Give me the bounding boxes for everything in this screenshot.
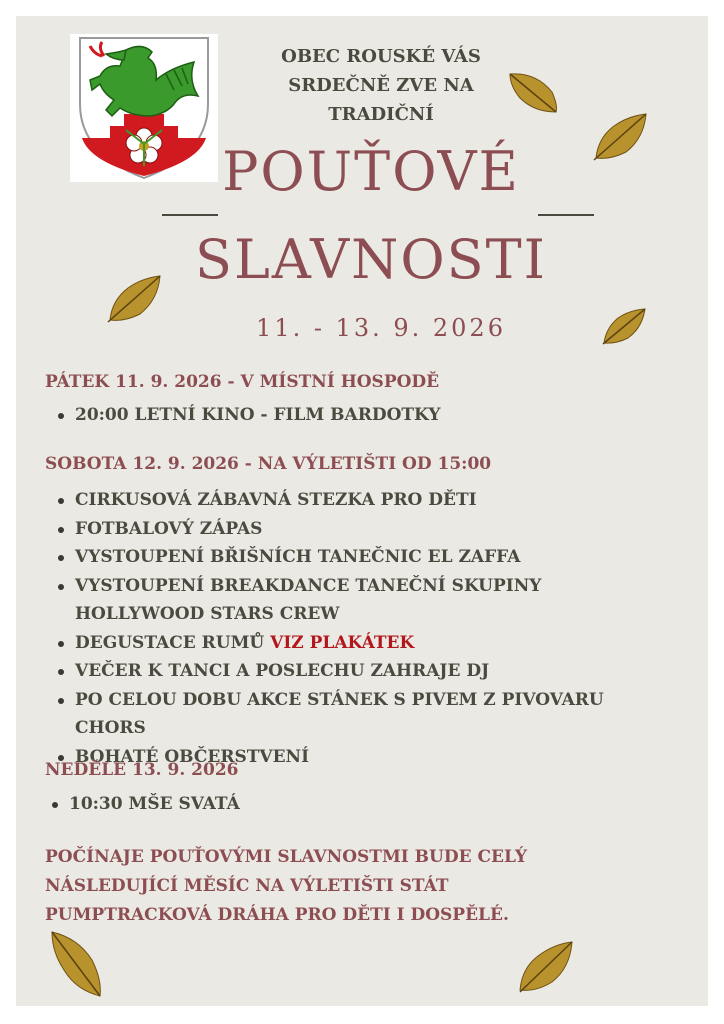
sunday-heading: NEDĚLE 13. 9. 2026 <box>45 760 239 780</box>
saturday-list <box>45 486 655 771</box>
friday-heading: PÁTEK 11. 9. 2026 - V MÍSTNÍ HOSPODĚ <box>45 372 440 392</box>
coat-of-arms-icon <box>70 34 218 182</box>
title-line-2: SLAVNOSTI <box>194 228 548 291</box>
list-item: VEČER K TANCI A POSLECHU ZAHRAJE DJ <box>45 657 655 686</box>
pumptrack-note <box>45 843 565 930</box>
autumn-leaf-icon <box>516 938 576 994</box>
list-item: PO CELOU DOBU AKCE STÁNEK S PIVEM Z PIVOVARU CHORS <box>45 686 655 743</box>
sunday-list <box>45 790 645 819</box>
autumn-leaf-icon <box>104 272 164 324</box>
title-line-1: POUŤOVÉ <box>222 140 520 203</box>
title-dash-right <box>538 214 594 216</box>
pumptrack-line-3: PUMPTRACKOVÁ DRÁHA PRO DĚTI I DOSPĚLÉ. <box>45 905 509 925</box>
invitation-line-1: OBEC ROUSKÉ VÁS <box>281 46 481 67</box>
list-item: 10:30 MŠE SVATÁ <box>45 790 645 819</box>
autumn-leaf-icon <box>590 110 650 162</box>
friday-list <box>45 401 685 430</box>
pumptrack-line-1: POČÍNAJE POUŤOVÝMI SLAVNOSTMI BUDE CELÝ <box>45 847 527 867</box>
see-poster-link[interactable]: VIZ PLAKÁTEK <box>270 632 415 653</box>
autumn-leaf-icon <box>506 70 560 116</box>
autumn-leaf-icon <box>600 306 648 346</box>
pumptrack-line-2: NÁSLEDUJÍCÍ MĚSÍC NA VÝLETIŠTI STÁT <box>45 876 449 896</box>
saturday-heading: SOBOTA 12. 9. 2026 - NA VÝLETIŠTI OD 15:00 <box>45 454 492 474</box>
list-item: FOTBALOVÝ ZÁPAS <box>45 515 655 544</box>
poster <box>16 16 708 1006</box>
list-item-rum-tasting <box>45 629 655 658</box>
list-item: VYSTOUPENÍ BŘIŠNÍCH TANEČNIC EL ZAFFA <box>45 543 655 572</box>
list-item: CIRKUSOVÁ ZÁBAVNÁ STEZKA PRO DĚTI <box>45 486 655 515</box>
title-dash-left <box>162 214 218 216</box>
invitation-text <box>256 42 506 129</box>
event-dates: 11. - 13. 9. 2026 <box>256 314 506 342</box>
rum-tasting-label: DEGUSTACE RUMŮ <box>75 632 265 653</box>
list-item: BOHATÉ OBČERSTVENÍ <box>45 743 655 772</box>
invitation-line-2: SRDEČNĚ ZVE NA <box>288 75 474 96</box>
autumn-leaf-icon <box>48 928 104 1000</box>
list-item: VYSTOUPENÍ BREAKDANCE TANEČNÍ SKUPINY HOLLYWOOD STARS CREW <box>45 572 655 629</box>
invitation-line-3: TRADIČNÍ <box>328 104 434 125</box>
list-item: 20:00 LETNÍ KINO - FILM BARDOTKY <box>45 401 685 430</box>
